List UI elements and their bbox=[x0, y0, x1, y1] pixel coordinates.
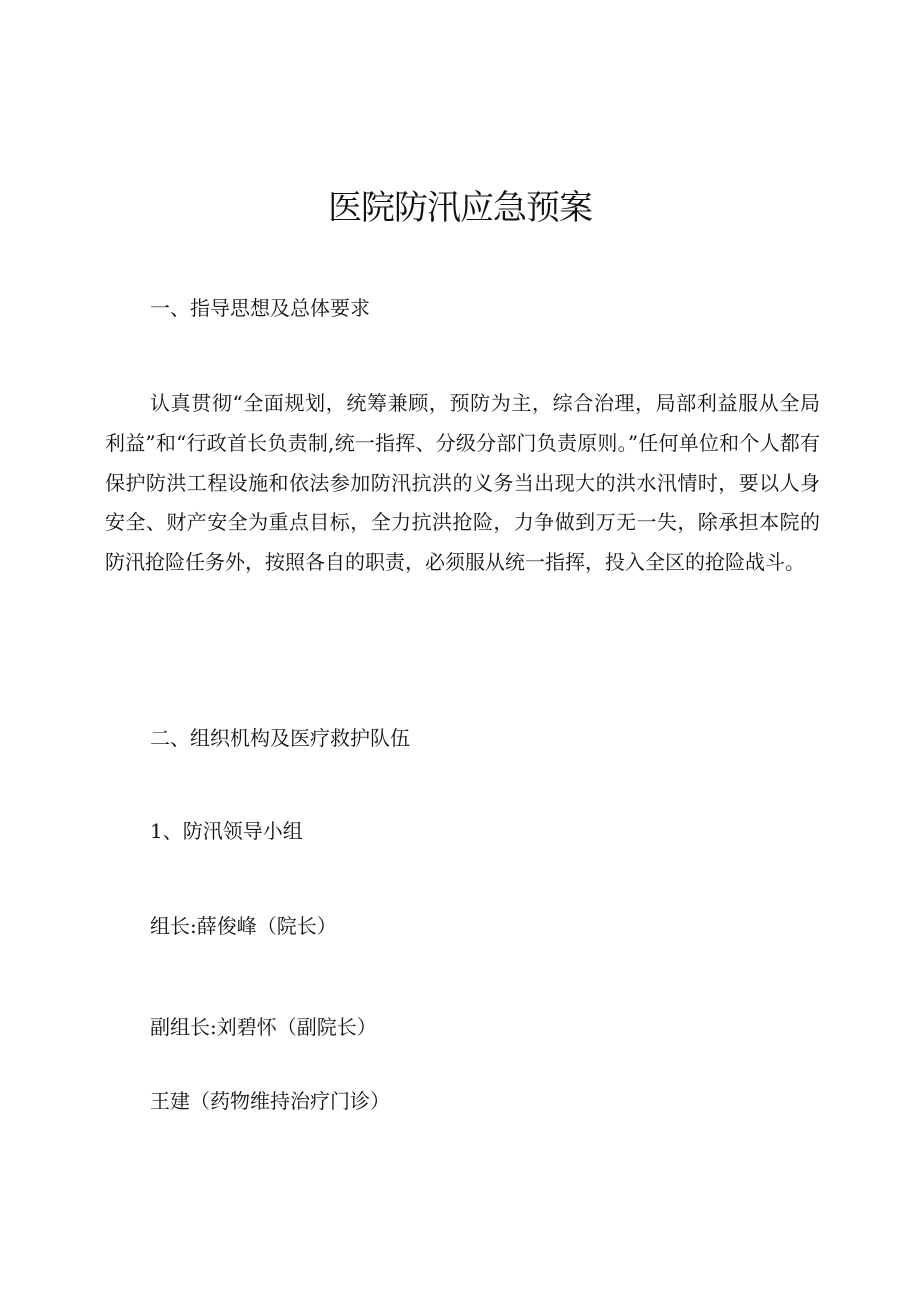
section-heading-guiding-principles: 一、指导思想及总体要求 bbox=[150, 296, 370, 320]
member-line: 王建（药物维持治疗门诊） bbox=[150, 1089, 390, 1113]
document-title: 医院防汛应急预案 bbox=[328, 188, 592, 228]
deputy-leader-line: 副组长:刘碧怀（副院长） bbox=[150, 1015, 377, 1039]
section-paragraph-guiding-principles: 认真贯彻“全面规划，统筹兼顾，预防为主，综合治理，局部利益服从全局利益”和“行政首长负责制,统一指挥、分级分部门负责原则。”任何单位和个人都有保护防洪工程设施和依法参加防汛抗洪的义务当出现大的洪水汛情时，要以人身安全、财产安全为重点目标，全力抗洪抢险，力争做到万无一失，除承担本院的防汛抢险任务外，按照各自的职责，必须服从统一指挥，投入全区的抢险战斗。 bbox=[105, 391, 820, 575]
group-leader-line: 组长:薛俊峰（院长） bbox=[150, 914, 337, 938]
section-heading-organization: 二、组织机构及医疗救护队伍 bbox=[150, 726, 410, 750]
subsection-heading-leadership-group: 1、防汛领导小组 bbox=[150, 819, 303, 843]
